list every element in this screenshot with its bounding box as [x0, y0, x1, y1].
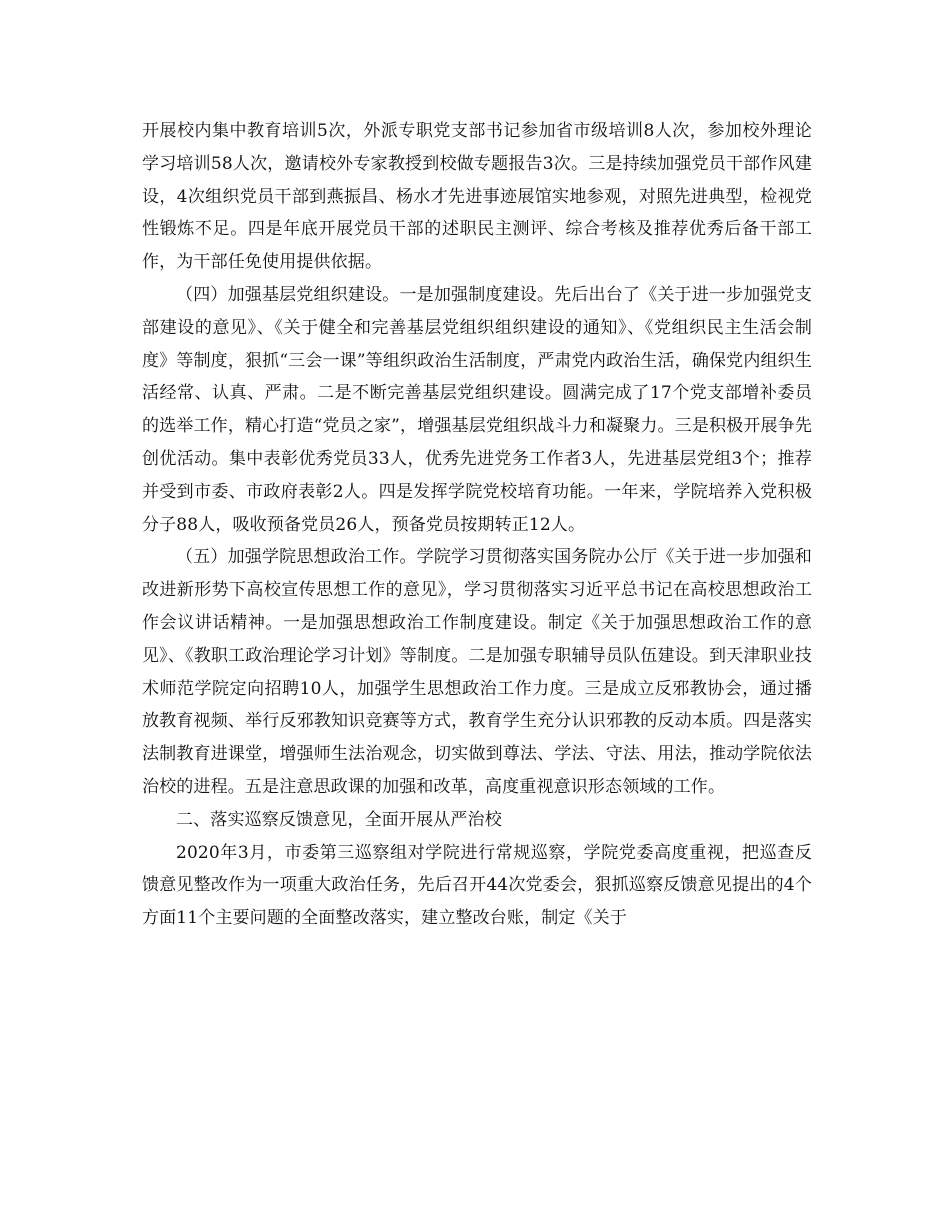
- section-heading-inspection-feedback: 二、落实巡察反馈意见，全面开展从严治校: [176, 809, 502, 830]
- paragraph-grassroots-party-building: （四）加强基层党组织建设。一是加强制度建设。先后出台了《关于进一步加强党支部建设的意见》、《关于健全和完善基层党组织组织建设的通知》、《党组织民主生活会制度》等制度，狠抓“三会一课”等组织政治生活制度，严肃党内政治生活，确保党内组织生活经常、认真、严肃。二是不断完善基层党组织建设。圆满完成了17个党支部增补委员的选举工作，精心打造“党员之家”，增强基层党组织战斗力和凝聚力。三是积极开展争先创优活动。集中表彰优秀党员33人，优秀先进党务工作者3人，先进基层党组3个；推荐并受到市委、市政府表彰2人。四是发挥学院党校培育功能。一年来，学院培养入党积极分子88人，吸收预备党员26人，预备党员按期转正12人。: [142, 284, 812, 535]
- paragraph-cadre-training: 开展校内集中教育培训5次，外派专职党支部书记参加省市级培训8人次，参加校外理论学习培训58人次，邀请校外专家教授到校做专题报告3次。三是持续加强党员干部作风建设，4次组织党员干部到燕振昌、杨水才先进事迹展馆实地参观，对照先进典型，检视党性锻炼不足。四是年底开展党员干部的述职民主测评、综合考核及推荐优秀后备干部工作，为干部任免使用提供依据。: [142, 121, 812, 273]
- paragraph-inspection-rectification: 2020年3月，市委第三巡察组对学院进行常规巡察，学院党委高度重视，把巡查反馈意见整改作为一项重大政治任务，先后召开44次党委会，狠抓巡察反馈意见提出的4个方面11个主要问题的全面整改落实，建立整改台账，制定《关于: [142, 842, 812, 929]
- document-body: [142, 115, 812, 935]
- paragraph-ideological-political-work: （五）加强学院思想政治工作。学院学习贯彻落实国务院办公厅《关于进一步加强和改进新形势下高校宣传思想工作的意见》，学习贯彻落实习近平总书记在高校思想政治工作会议讲话精神。一是加强思想政治工作制度建设。制定《关于加强思想政治工作的意见》、《教职工政治理论学习计划》等制度。二是加强专职辅导员队伍建设。到天津职业技术师范学院定向招聘10人，加强学生思想政治工作力度。三是成立反邪教协会，通过播放教育视频、举行反邪教知识竞赛等方式，教育学生充分认识邪教的反动本质。四是落实法制教育进课堂，增强师生法治观念，切实做到尊法、学法、守法、用法，推动学院依法治校的进程。五是注意思政课的加强和改革，高度重视意识形态领域的工作。: [142, 547, 812, 797]
